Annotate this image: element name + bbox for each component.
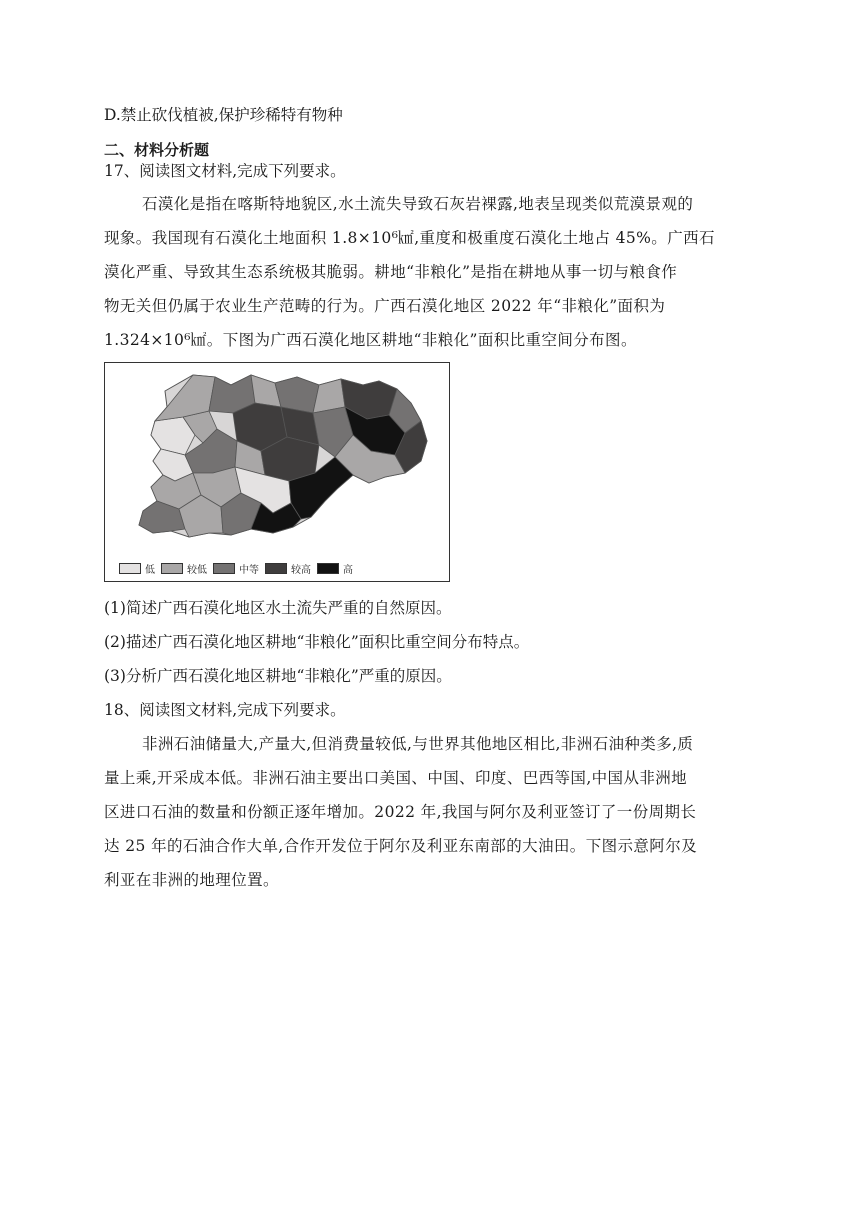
legend-label: 低 xyxy=(145,565,155,576)
q18-para-line: 达 25 年的石油合作大单,合作开发位于阿尔及利亚东南部的大油田。下图示意阿尔及 xyxy=(104,837,698,855)
q18-para-line: 量上乘,开采成本低。非洲石油主要出口美国、中国、印度、巴西等国,中国从非洲地 xyxy=(104,769,688,787)
legend-label: 中等 xyxy=(239,565,259,576)
q17-para-line: 物无关但仍属于农业生产范畴的行为。广西石漠化地区 2022 年“非粮化”面积为 xyxy=(104,297,666,315)
q18-para-line: 非洲石油储量大,产量大,但消费量较低,与世界其他地区相比,非洲石油种类多,质 xyxy=(142,735,694,753)
q18-para-line: 区进口石油的数量和份额正逐年增加。2022 年,我国与阿尔及利亚签订了一份周期长 xyxy=(104,803,697,821)
legend-label: 较高 xyxy=(291,565,311,576)
map-legend xyxy=(119,561,357,576)
legend-swatch-lower xyxy=(161,563,183,574)
map-graphic xyxy=(105,363,448,580)
q17-sub-question: (2)描述广西石漠化地区耕地“非粮化”面积比重空间分布特点。 xyxy=(104,633,530,651)
q18-heading: 18、阅读图文材料,完成下列要求。 xyxy=(104,701,346,719)
option-d: D.禁止砍伐植被,保护珍稀特有物种 xyxy=(104,106,343,124)
legend-swatch-medium xyxy=(213,563,235,574)
q17-sub-question: (1)简述广西石漠化地区水土流失严重的自然原因。 xyxy=(104,599,452,617)
q17-heading: 17、阅读图文材料,完成下列要求。 xyxy=(104,162,346,180)
legend-swatch-low xyxy=(119,563,141,574)
q17-sub-question: (3)分析广西石漠化地区耕地“非粮化”严重的原因。 xyxy=(104,667,452,685)
q17-para-line: 1.324×10⁶㎢。下图为广西石漠化地区耕地“非粮化”面积比重空间分布图。 xyxy=(104,331,637,349)
q17-para-line: 漠化严重、导致其生态系统极其脆弱。耕地“非粮化”是指在耕地从事一切与粮食作 xyxy=(104,263,678,281)
legend-label: 较低 xyxy=(187,565,207,576)
guangxi-nonfood-map xyxy=(104,362,450,582)
q17-para-line: 石漠化是指在喀斯特地貌区,水土流失导致石灰岩裸露,地表呈现类似荒漠景观的 xyxy=(142,195,694,213)
section-title: 二、材料分析题 xyxy=(104,141,210,159)
q18-para-line: 利亚在非洲的地理位置。 xyxy=(104,871,279,889)
q17-para-line: 现象。我国现有石漠化土地面积 1.8×10⁶㎢,重度和极重度石漠化土地占 45%。广西石 xyxy=(104,229,715,247)
legend-label: 高 xyxy=(343,565,353,576)
legend-swatch-high xyxy=(317,563,339,574)
legend-swatch-higher xyxy=(265,563,287,574)
